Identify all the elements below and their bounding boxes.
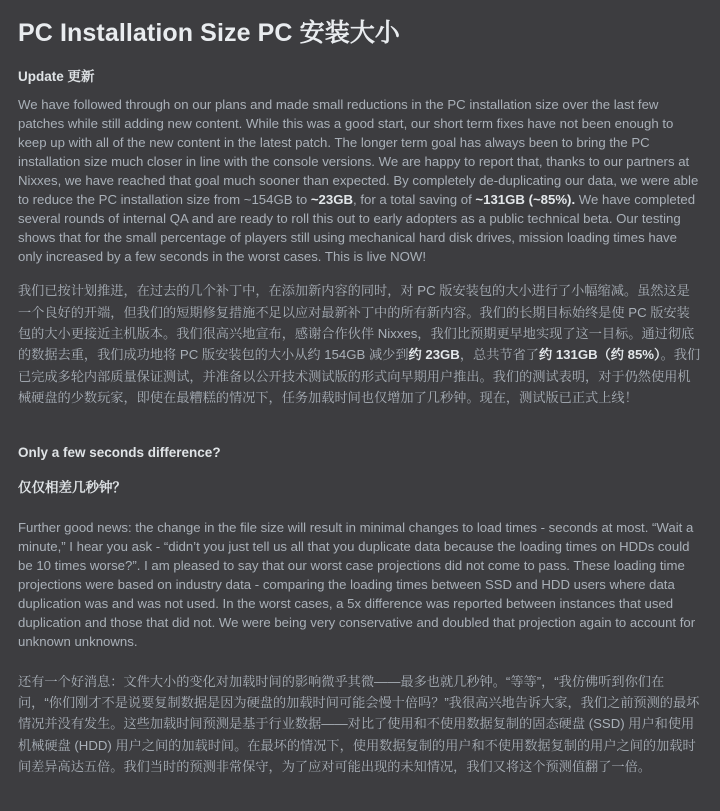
section2-paragraph-en: Further good news: the change in the file size will result in minimal changes to load times - seconds at most. “Wait a minute,” I hear you ask - “didn’t you just tell us all that you duplicate data because the loading times on HDDs could be 10 times worse?”. I am pleased to say that our worst case projections did not come to pass. These loading time projections were based on industry data - comparing the loading times between SSD and HDD users where data duplication was and was not used. In the worst cases, a 5x difference was reported between instances that used duplication and those that did not. We were being very conservative and doubled that projection again to account for unknown unknowns.: [18, 519, 696, 649]
update-en-text-2: , for a total saving of: [353, 192, 476, 208]
update-en-bold-2: ~131GB (~85%).: [475, 192, 576, 208]
update-cn-bold-2: 约 131GB（约 85%）: [538, 347, 661, 363]
update-heading: Update 更新: [18, 69, 95, 85]
update-en-text-1: We have followed through on our plans and made small reductions in the PC installation size over the last few patches while still adding new content. While this was a good start, our short term fixes have not been enough to keep up with all of the new content in the latest patch. The longer term goal has always been to bring the PC installation size much closer in line with the console versions. We are happy to report that, thanks to our partners at Nixxes, we have reached that goal much sooner than expected. By completely de-duplicating our data, we were able to reduce the PC installation size from ~154GB to: [18, 97, 699, 208]
update-en-text-3: We have completed several rounds of internal QA and are ready to roll this out to early adopters as a public technical beta. Our testing shows that for the small percentage of players still using mechanical hard disk drives, mission loading times have only increased by a few seconds in the worst cases. This is live NOW!: [18, 192, 696, 265]
section-divider-space: [18, 423, 702, 445]
section-title-cn: 仅仅相差几秒钟？: [18, 479, 126, 495]
section2-paragraph-cn: 还有一个好消息：文件大小的变化对加载时间的影响微乎其微——最多也就几秒钟。“等等”，“我仿佛听到你们在问，“你们刚才不是说要复制数据是因为硬盘的加载时间可能会慢十倍吗？”我很高兴地告诉大家，我们之前预测的最坏情况并没有发生。这些加载时间预测是基于行业数据——对比了使用和不使用数据复制的固态硬盘 (SSD) 用户和使用机械硬盘 (HDD) 用户之间的加载时间。在最坏的情况下，使用数据复制的用户和不使用数据复制的用户之间的加载时间差异高达五倍。我们当时的预测非常保守，为了应对可能出现的未知情况，我们又将这个预测值翻了一倍。: [18, 673, 700, 774]
update-paragraph-en: [18, 95, 702, 266]
update-paragraph-cn: [18, 280, 702, 408]
update-cn-bold-1: 约 23GB: [408, 347, 460, 363]
update-en-bold-1: ~23GB: [310, 192, 353, 208]
update-cn-text-3: 。我们已完成多轮内部质量保证测试，并准备以公开技术测试版的形式向早期用户推出。我们的测试表明，对于仍然使用机械硬盘的少数玩家，即使在最糟糕的情况下，任务加载时间也仅增加了几秒钟。现在，测试版已正式上线！: [18, 347, 701, 406]
update-cn-text-2: ，总共节省了: [459, 347, 539, 363]
update-cn-text-1: 我们已按计划推进，在过去的几个补丁中，在添加新内容的同时，对 PC 版安装包的大小进行了小幅缩减。虽然这是一个良好的开端，但我们的短期修复措施不足以应对最新补丁中的所有新内容。我们的长期目标始终是使 PC 版安装包的大小更接近主机版本。我们很高兴地宣布，感谢合作伙伴 Nixxes，我们比预期更早地实现了这一目标。通过彻底的数据去重，我们成功地将 PC 版安装包的大小从约 154GB 减少到: [18, 283, 695, 363]
page-title: PC Installation Size PC 安装大小: [18, 19, 401, 47]
section-title-en: Only a few seconds difference?: [18, 444, 221, 460]
